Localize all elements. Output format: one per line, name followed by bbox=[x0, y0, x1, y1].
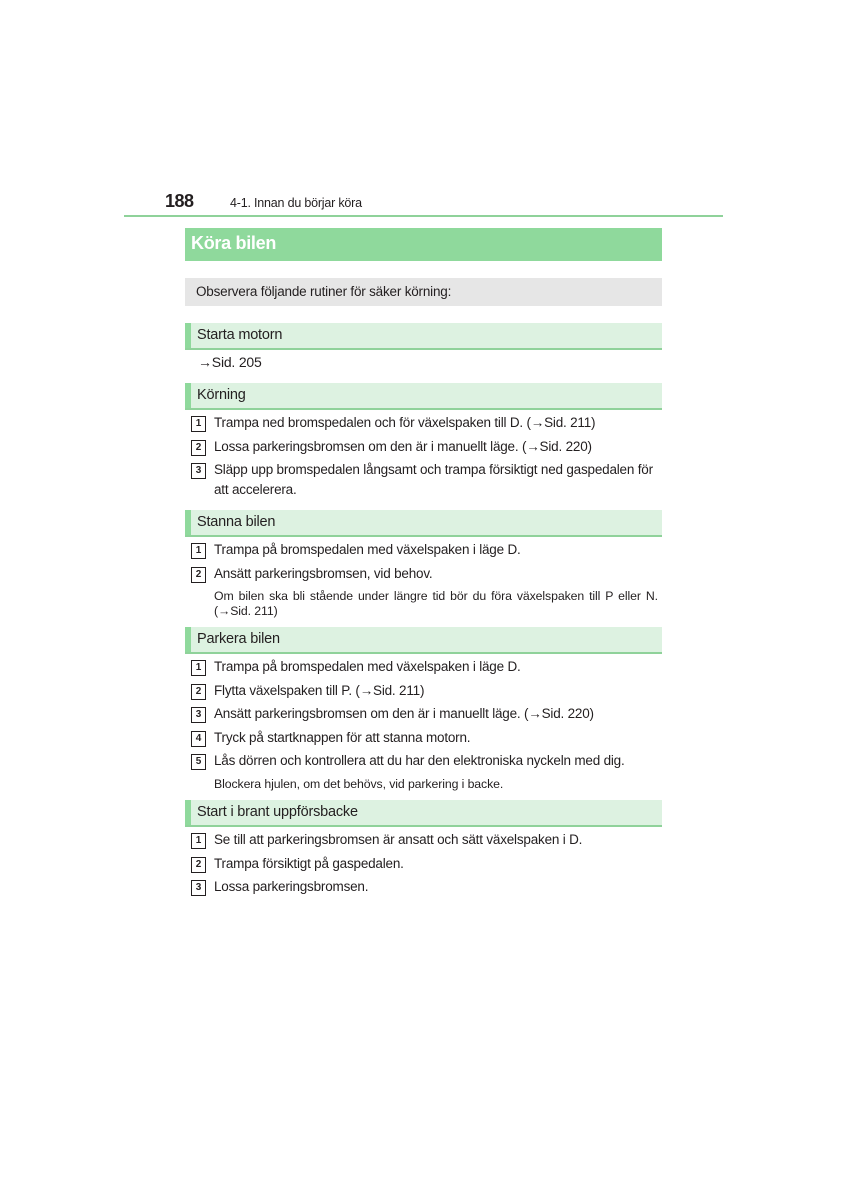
step-number: 2 bbox=[191, 684, 206, 700]
step-number: 5 bbox=[191, 754, 206, 770]
step-text: Ansätt parkeringsbromsen, vid behov. bbox=[214, 566, 433, 581]
note-text: Blockera hjulen, om det behövs, vid parkering i backe. bbox=[214, 777, 504, 791]
step-text: Flytta växelspaken till P. (→Sid. 211) bbox=[214, 683, 425, 698]
step-number: 4 bbox=[191, 731, 206, 747]
page-title: Köra bilen bbox=[191, 233, 277, 253]
page-reference-link[interactable]: →Sid. 205 bbox=[198, 354, 262, 370]
note-text: Om bilen ska bli stående under längre tid bör du föra växelspaken till P eller N. (→Sid. 211) bbox=[214, 589, 658, 618]
step-text: Släpp upp bromspedalen långsamt och trampa försiktigt ned gaspedalen för att accelerera. bbox=[214, 462, 653, 497]
section-path: 4-1. Innan du börjar köra bbox=[230, 196, 362, 210]
step-text: Tryck på startknappen för att stanna motorn. bbox=[214, 730, 471, 745]
section-heading-label: Parkera bilen bbox=[197, 631, 280, 647]
section-heading-stanna-bilen bbox=[185, 510, 662, 537]
intro-text: Observera följande rutiner för säker körning: bbox=[196, 284, 452, 299]
step-text: Se till att parkeringsbromsen är ansatt och sätt växelspaken i D. bbox=[214, 832, 583, 847]
page-number: 188 bbox=[165, 191, 194, 211]
section-heading-label: Starta motorn bbox=[197, 327, 283, 343]
section-heading-start-i-brant-uppforsbacke bbox=[185, 800, 662, 827]
step-number: 3 bbox=[191, 463, 206, 479]
section-heading-label: Körning bbox=[197, 387, 246, 403]
step-number: 2 bbox=[191, 440, 206, 456]
section-heading-parkera-bilen bbox=[185, 627, 662, 654]
section-heading-korning bbox=[185, 383, 662, 410]
step-number: 1 bbox=[191, 660, 206, 676]
step-number: 3 bbox=[191, 880, 206, 896]
step-text: Trampa försiktigt på gaspedalen. bbox=[214, 856, 404, 871]
step-number: 3 bbox=[191, 707, 206, 723]
step-text: Trampa på bromspedalen med växelspaken i läge D. bbox=[214, 542, 521, 557]
step-text: Ansätt parkeringsbromsen om den är i manuellt läge. (→Sid. 220) bbox=[214, 706, 594, 721]
intro-box bbox=[185, 278, 662, 306]
step-text: Lossa parkeringsbromsen om den är i manuellt läge. (→Sid. 220) bbox=[214, 439, 592, 454]
section-heading-starta-motorn bbox=[185, 323, 662, 350]
step-number: 1 bbox=[191, 833, 206, 849]
step-text: Lås dörren och kontrollera att du har den elektroniska nyckeln med dig. bbox=[214, 753, 625, 768]
step-number: 1 bbox=[191, 543, 206, 559]
page-title-bar bbox=[185, 228, 662, 261]
step-text: Trampa på bromspedalen med växelspaken i läge D. bbox=[214, 659, 521, 674]
step-number: 2 bbox=[191, 857, 206, 873]
section-heading-label: Start i brant uppförsbacke bbox=[197, 804, 358, 820]
step-text: Lossa parkeringsbromsen. bbox=[214, 879, 369, 894]
step-number: 1 bbox=[191, 416, 206, 432]
step-number: 2 bbox=[191, 567, 206, 583]
section-heading-label: Stanna bilen bbox=[197, 514, 276, 530]
step-text: Trampa ned bromspedalen och för växelspaken till D. (→Sid. 211) bbox=[214, 415, 596, 430]
header-divider bbox=[124, 215, 723, 217]
